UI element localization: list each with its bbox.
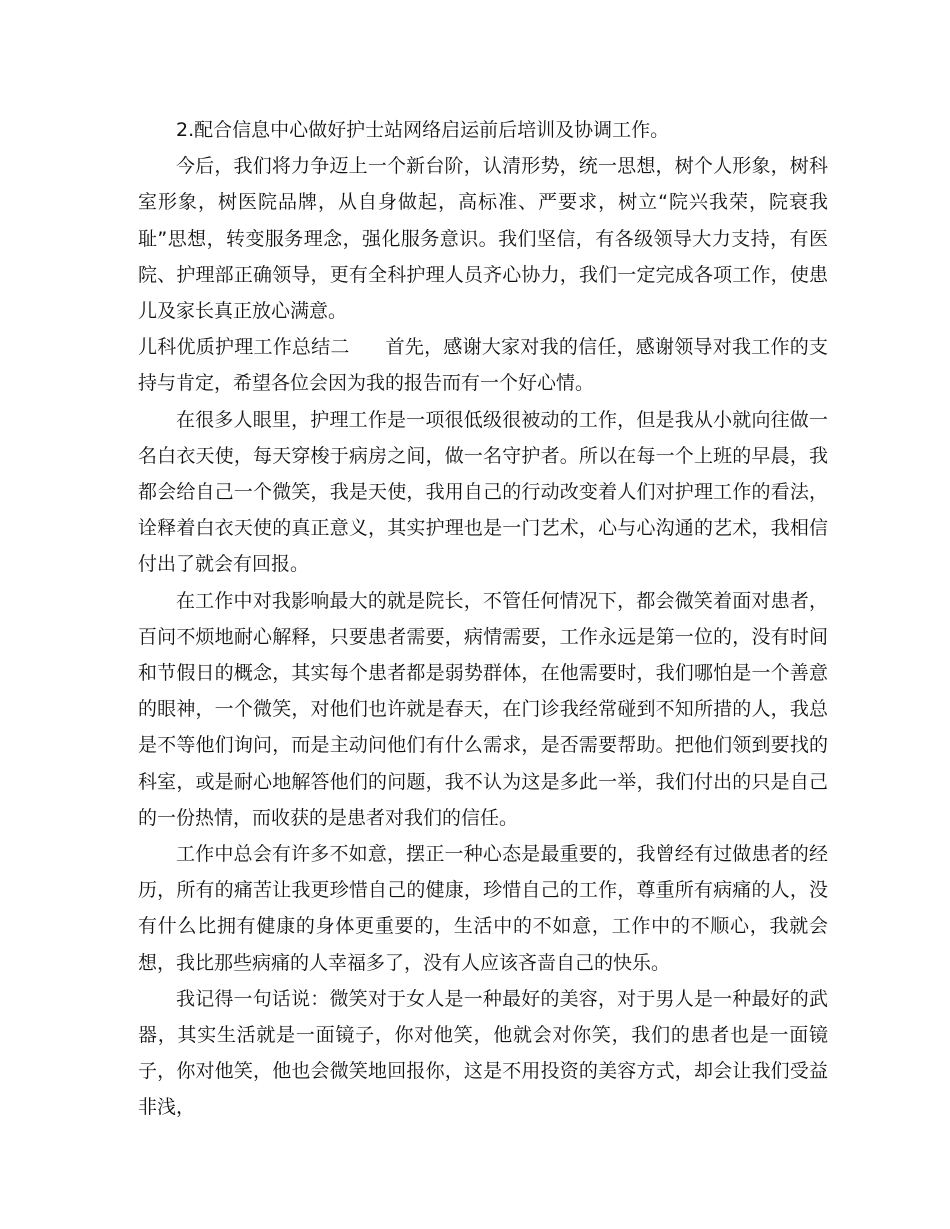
paragraph-dean-influence: 在工作中对我影响最大的就是院长，不管任何情况下，都会微笑着面对患者，百问不烦地耐心解释，只要患者需要，病情需要，工作永远是第一位的，没有时间和节假日的概念，其实每个患者都是弱势群体，在他需要时，我们哪怕是一个善意的眼神，一个微笑，对他们也许就是春天，在门诊我经常碰到不知所措的人，我总是不等他们询问，而是主动问他们有什么需求，是否需要帮助。把他们领到要找的科室，或是耐心地解答他们的问题，我不认为这是多此一举，我们付出的只是自己的一份热情，而收获的是患者对我们的信任。 — [138, 589, 828, 829]
paragraph-smile: 我记得一句话说：微笑对于女人是一种最好的美容，对于男人是一种最好的武器，其实生活就是一面镜子，你对他笑，他就会对你笑，我们的患者也是一面镜子，你对他笑，他也会微笑地回报你，这是不用投资的美容方式，却会让我们受益非浅， — [138, 987, 828, 1119]
paragraph-attitude: 工作中总会有许多不如意，摆正一种心态是最重要的，我曾经有过做患者的经历，所有的痛苦让我更珍惜自己的健康，珍惜自己的工作，尊重所有病痛的人，没有什么比拥有健康的身体更重要的，生活中的不如意，工作中的不顺心，我就会想，我比那些病痛的人幸福多了，没有人应该吝啬自己的快乐。 — [138, 843, 828, 974]
section-title: 儿科优质护理工作总结二 — [138, 336, 350, 359]
paragraph-future-plan: 今后，我们将力争迈上一个新台阶，认清形势，统一思想，树个人形象，树科室形象，树医院品牌，从自身做起，高标准、严要求，树立“院兴我荣，院衰我耻”思想，转变服务理念，强化服务意识。我们坚信，有各级领导大力支持，有医院、护理部正确领导，更有全科护理人员齐心协力，我们一定完成各项工作，使患儿及家长真正放心满意。 — [138, 155, 828, 323]
paragraph-network-training: 2.配合信息中心做好护士站网络启运前后培训及协调工作。 — [176, 119, 670, 141]
document-body — [138, 112, 828, 1126]
paragraph-white-angel: 在很多人眼里，护理工作是一项很低级很被动的工作，但是我从小就向往做一名白衣天使，每天穿梭于病房之间，做一名守护者。所以在每一个上班的早晨，我都会给自己一个微笑，我是天使，我用自己的行动改变着人们对护理工作的看法，诠释着白衣天使的真正意义，其实护理也是一门艺术，心与心沟通的艺术，我相信付出了就会有回报。 — [138, 408, 828, 576]
paragraph-thanks: 首先，感谢大家对我的信任，感谢领导对我工作的支持与肯定，希望各位会因为我的报告而有一个好心情。 — [138, 336, 828, 395]
paragraph-summary-two — [138, 329, 828, 401]
